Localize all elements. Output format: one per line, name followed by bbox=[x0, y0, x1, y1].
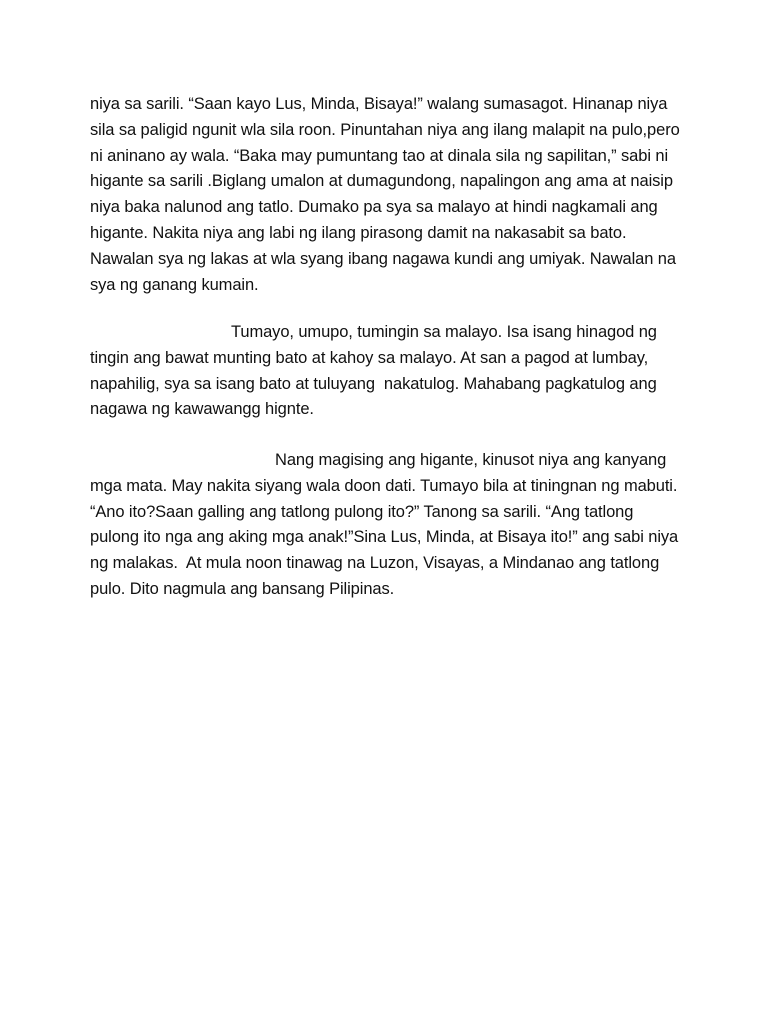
text-line: tingin ang bawat munting bato at kahoy sa malayo. At san a pagod at lumbay, bbox=[90, 348, 649, 367]
paragraph-1 bbox=[90, 92, 690, 298]
text-line: napahilig, sya sa isang bato at tuluyang nakatulog. Mahabang pagkatulog ang bbox=[90, 374, 657, 393]
text-line: pulo. Dito nagmula ang bansang Pilipinas. bbox=[90, 579, 395, 598]
text-line: sya ng ganang kumain. bbox=[90, 275, 259, 294]
text-line: Tumayo, umupo, tumingin sa malayo. Isa isang hinagod ng bbox=[231, 323, 657, 341]
text-line: mga mata. May nakita siyang wala doon dati. Tumayo bila at tiningnan ng mabuti. bbox=[90, 476, 678, 495]
text-line: higante. Nakita niya ang labi ng ilang pirasong damit na nakasabit sa bato. bbox=[90, 223, 627, 242]
text-line: sila sa paligid ngunit wla sila roon. Pinuntahan niya ang ilang malapit na pulo,pero bbox=[90, 120, 680, 139]
text-line: nagawa ng kawawangg hignte. bbox=[90, 400, 314, 419]
text-line: Nawalan sya ng lakas at wla syang ibang nagawa kundi ang umiyak. Nawalan na bbox=[90, 249, 676, 268]
paragraph-2 bbox=[90, 320, 690, 423]
text-line: niya sa sarili. “Saan kayo Lus, Minda, Bisaya!” walang sumasagot. Hinanap niya bbox=[90, 95, 668, 113]
text-line: higante sa sarili .Biglang umalon at dumagundong, napalingon ang ama at naisip bbox=[90, 172, 673, 191]
text-line: pulong ito nga ang aking mga anak!”Sina Lus, Minda, at Bisaya ito!” ang sabi niya bbox=[90, 528, 679, 547]
paragraph-3 bbox=[90, 448, 690, 603]
text-line: Nang magising ang higante, kinusot niya ang kanyang bbox=[275, 451, 667, 469]
text-line: “Ano ito?Saan galling ang tatlong pulong ito?” Tanong sa sarili. “Ang tatlong bbox=[90, 502, 634, 521]
text-line: ni aninano ay wala. “Baka may pumuntang tao at dinala sila ng sapilitan,” sabi ni bbox=[90, 146, 669, 165]
text-line: niya baka nalunod ang tatlo. Dumako pa sya sa malayo at hindi nagkamali ang bbox=[90, 198, 658, 217]
text-line: ng malakas. At mula noon tinawag na Luzon, Visayas, a Mindanao ang tatlong bbox=[90, 554, 660, 573]
